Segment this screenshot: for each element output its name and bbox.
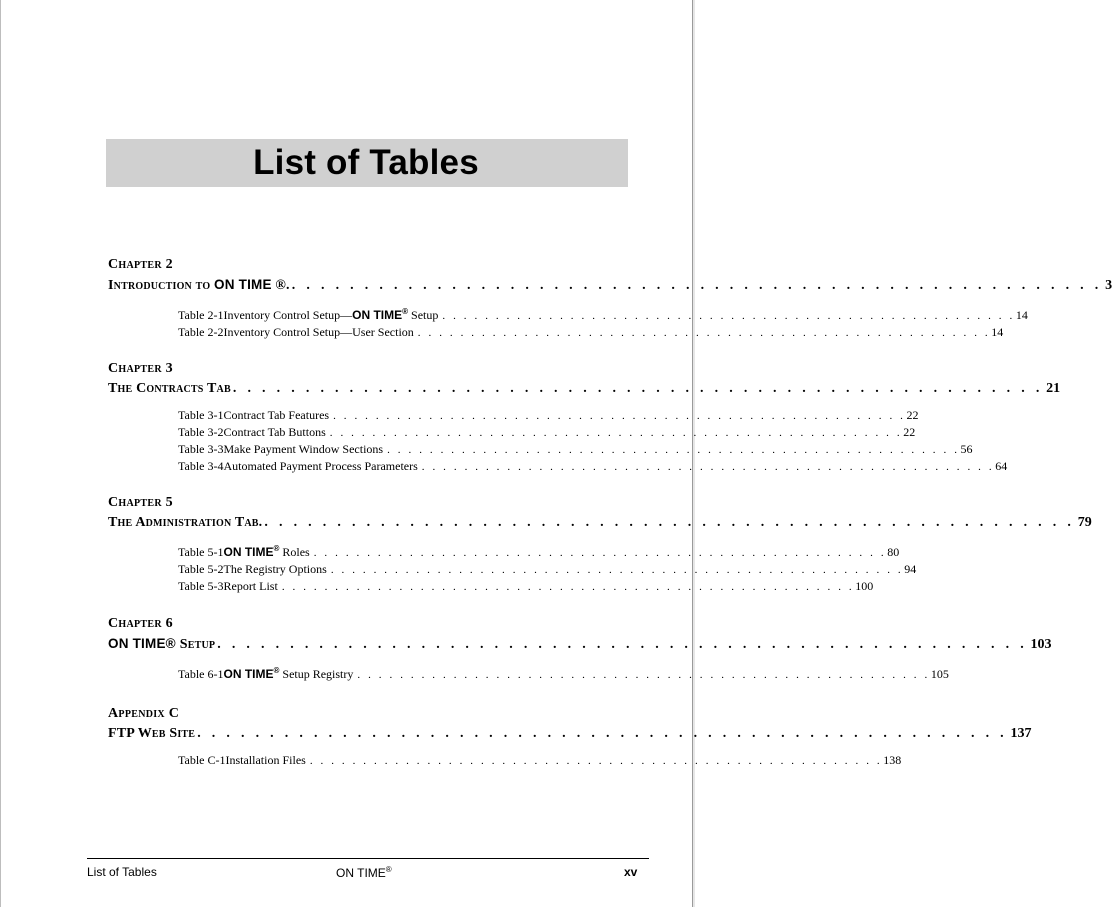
table-entries	[108, 304, 1028, 341]
table-entry[interactable]	[108, 561, 917, 578]
table-page-number: 94	[904, 562, 917, 576]
table-number: Table 2-2	[178, 325, 224, 339]
table-number: Table 3-3	[178, 442, 224, 456]
dot-leader: . . . . . . . . . . . . . . . . . . . . . . . . . . . . . . . . . . . . . . . . . . . . . . . . . . . . . .	[421, 461, 995, 473]
table-title: Report List	[223, 579, 278, 593]
footer-left-text: List of Tables	[87, 865, 157, 879]
table-title: Installation Files	[225, 753, 306, 767]
table-entry[interactable]	[108, 752, 902, 769]
table-number: Table 5-3	[178, 579, 224, 593]
dot-leader: . . . . . . . . . . . . . . . . . . . . . . . . . . . . . . . . . . . . . . . . . . . . . . . . . . . . . . . .	[217, 637, 1028, 652]
table-page-number: 138	[883, 753, 902, 767]
table-entry[interactable]	[108, 441, 973, 458]
dot-leader: . . . . . . . . . . . . . . . . . . . . . . . . . . . . . . . . . . . . . . . . . . . . . . . . . . . . . .	[417, 327, 991, 339]
table-page-number: 80	[887, 545, 900, 559]
registered-mark: ®	[402, 307, 409, 316]
chapter-label: Chapter 5	[108, 495, 173, 510]
dot-leader: . . . . . . . . . . . . . . . . . . . . . . . . . . . . . . . . . . . . . . . . . . . . . . . . . . . . . . . .	[197, 726, 1008, 741]
table-title-brand: ON TIME	[223, 545, 274, 559]
chapter-title: The Contracts Tab	[108, 381, 231, 396]
chapter-title-text: Introduction to	[108, 278, 215, 293]
page-edge-left	[0, 0, 1, 907]
page-title: List of Tables	[253, 143, 479, 182]
dot-leader: . . . . . . . . . . . . . . . . . . . . . . . . . . . . . . . . . . . . . . . . . . . . . . . . . . . . . .	[333, 410, 906, 422]
table-number: Table 5-1	[178, 545, 224, 559]
chapter-2-section	[108, 256, 1112, 341]
dot-leader: . . . . . . . . . . . . . . . . . . . . . . . . . . . . . . . . . . . . . . . . . . . . . . . . . . . . . .	[281, 581, 855, 593]
table-page-number: 14	[1015, 308, 1028, 322]
footer-rule	[87, 858, 649, 859]
chapter-title-row[interactable]	[108, 380, 1061, 398]
table-title	[223, 541, 309, 560]
dot-leader: . . . . . . . . . . . . . . . . . . . . . . . . . . . . . . . . . . . . . . . . . . . . . . . . . . . . . .	[357, 669, 930, 681]
table-page-number: 56	[960, 442, 973, 456]
table-number: Table 6-1	[178, 667, 224, 681]
title-band	[106, 139, 628, 187]
table-entry[interactable]	[108, 541, 900, 561]
dot-leader: . . . . . . . . . . . . . . . . . . . . . . . . . . . . . . . . . . . . . . . . . . . . . . . . . . . . . .	[442, 310, 1015, 322]
table-title-brand: ON TIME	[352, 308, 403, 322]
registered-mark: ®	[273, 666, 280, 675]
table-title-text: Inventory Control Setup—User Section	[223, 325, 414, 339]
table-entry[interactable]	[108, 663, 949, 683]
chapter-title-brand: ON TIME	[214, 277, 272, 292]
registered-mark: ®	[273, 544, 280, 553]
chapter-label: Appendix C	[108, 706, 180, 721]
table-entries	[108, 752, 902, 769]
dot-leader: . . . . . . . . . . . . . . . . . . . . . . . . . . . . . . . . . . . . . . . . . . . . . . . . . . . . . . . .	[232, 381, 1044, 396]
chapter-5-section	[108, 494, 1092, 595]
chapter-title-row[interactable]	[108, 635, 1052, 654]
footer-center-text	[336, 865, 392, 880]
chapter-page-number: 21	[1046, 381, 1061, 396]
chapter-title-suffix: ®.	[271, 278, 290, 293]
table-number: Table 2-1	[178, 308, 224, 322]
table-page-number: 22	[906, 408, 919, 422]
table-entry[interactable]	[108, 304, 1028, 324]
chapter-title-row[interactable]	[108, 514, 1092, 532]
chapter-page-number: 3	[1105, 278, 1112, 293]
chapter-page-number: 79	[1077, 515, 1092, 530]
dot-leader: . . . . . . . . . . . . . . . . . . . . . . . . . . . . . . . . . . . . . . . . . . . . . . . . . . . . . .	[313, 547, 887, 559]
chapter-label: Chapter 6	[108, 616, 173, 631]
table-entry[interactable]	[108, 578, 874, 595]
table-page-number: 64	[995, 459, 1008, 473]
footer-page-number: xv	[624, 865, 638, 879]
table-title: The Registry Options	[223, 562, 327, 576]
table-entries	[108, 663, 949, 683]
table-entries	[108, 541, 917, 595]
chapter-label: Chapter 2	[108, 257, 173, 272]
table-number: Table 5-2	[178, 562, 224, 576]
table-title-suffix: Roles	[279, 545, 310, 559]
table-number: Table 3-4	[178, 459, 224, 473]
table-entry[interactable]	[108, 407, 919, 424]
chapter-label: Chapter 3	[108, 361, 173, 376]
chapter-page-number: 137	[1010, 726, 1032, 741]
table-entry[interactable]	[108, 324, 1004, 341]
table-title: Make Payment Window Sections	[223, 442, 384, 456]
table-title	[223, 304, 438, 323]
chapter-page-number: 103	[1030, 637, 1052, 652]
dot-leader: . . . . . . . . . . . . . . . . . . . . . . . . . . . . . . . . . . . . . . . . . . . . . . . . . . . . . . . .	[264, 515, 1075, 530]
table-entries	[108, 407, 1008, 475]
chapter-title: The Administration Tab.	[108, 515, 263, 530]
table-number: Table 3-2	[178, 425, 224, 439]
table-title-text: Inventory Control Setup—	[223, 308, 353, 322]
table-title-brand: ON TIME	[223, 667, 274, 681]
chapter-title-row[interactable]	[108, 276, 1112, 295]
table-number: Table 3-1	[178, 408, 224, 422]
table-title-suffix: Setup	[408, 308, 439, 322]
table-title-suffix: Setup Registry	[279, 667, 354, 681]
table-number: Table C-1	[178, 753, 226, 767]
dot-leader: . . . . . . . . . . . . . . . . . . . . . . . . . . . . . . . . . . . . . . . . . . . . . . . . . . . . . . . .	[291, 278, 1103, 293]
table-page-number: 105	[930, 667, 949, 681]
table-title	[223, 663, 353, 682]
chapter-6-section	[108, 615, 1052, 683]
chapter-title-row[interactable]	[108, 725, 1032, 743]
footer-brand: ON TIME	[336, 866, 386, 880]
dot-leader: . . . . . . . . . . . . . . . . . . . . . . . . . . . . . . . . . . . . . . . . . . . . . . . . . . . . . .	[387, 444, 960, 456]
table-title: Contract Tab Features	[223, 408, 330, 422]
chapter-3-section	[108, 360, 1061, 475]
table-title: Automated Payment Process Parameters	[223, 459, 418, 473]
table-title: Contract Tab Buttons	[223, 425, 326, 439]
table-page-number: 14	[991, 325, 1004, 339]
table-entry[interactable]	[108, 424, 916, 441]
dot-leader: . . . . . . . . . . . . . . . . . . . . . . . . . . . . . . . . . . . . . . . . . . . . . . . . . . . . . .	[309, 755, 883, 767]
dot-leader: . . . . . . . . . . . . . . . . . . . . . . . . . . . . . . . . . . . . . . . . . . . . . . . . . . . . . .	[329, 427, 903, 439]
table-title	[223, 324, 413, 340]
table-page-number: 100	[855, 579, 874, 593]
registered-mark: ®	[385, 865, 392, 874]
dot-leader: . . . . . . . . . . . . . . . . . . . . . . . . . . . . . . . . . . . . . . . . . . . . . . . . . . . . . .	[330, 564, 904, 576]
chapter-title: FTP Web Site	[108, 726, 196, 741]
chapter-title	[108, 276, 290, 295]
table-entry[interactable]	[108, 458, 1008, 475]
chapter-title-brand: ON TIME®	[108, 636, 180, 651]
table-page-number: 22	[903, 425, 916, 439]
chapter-title-text: Setup	[179, 637, 216, 652]
chapter-title	[108, 635, 215, 654]
appendix-c-section	[108, 705, 1032, 769]
